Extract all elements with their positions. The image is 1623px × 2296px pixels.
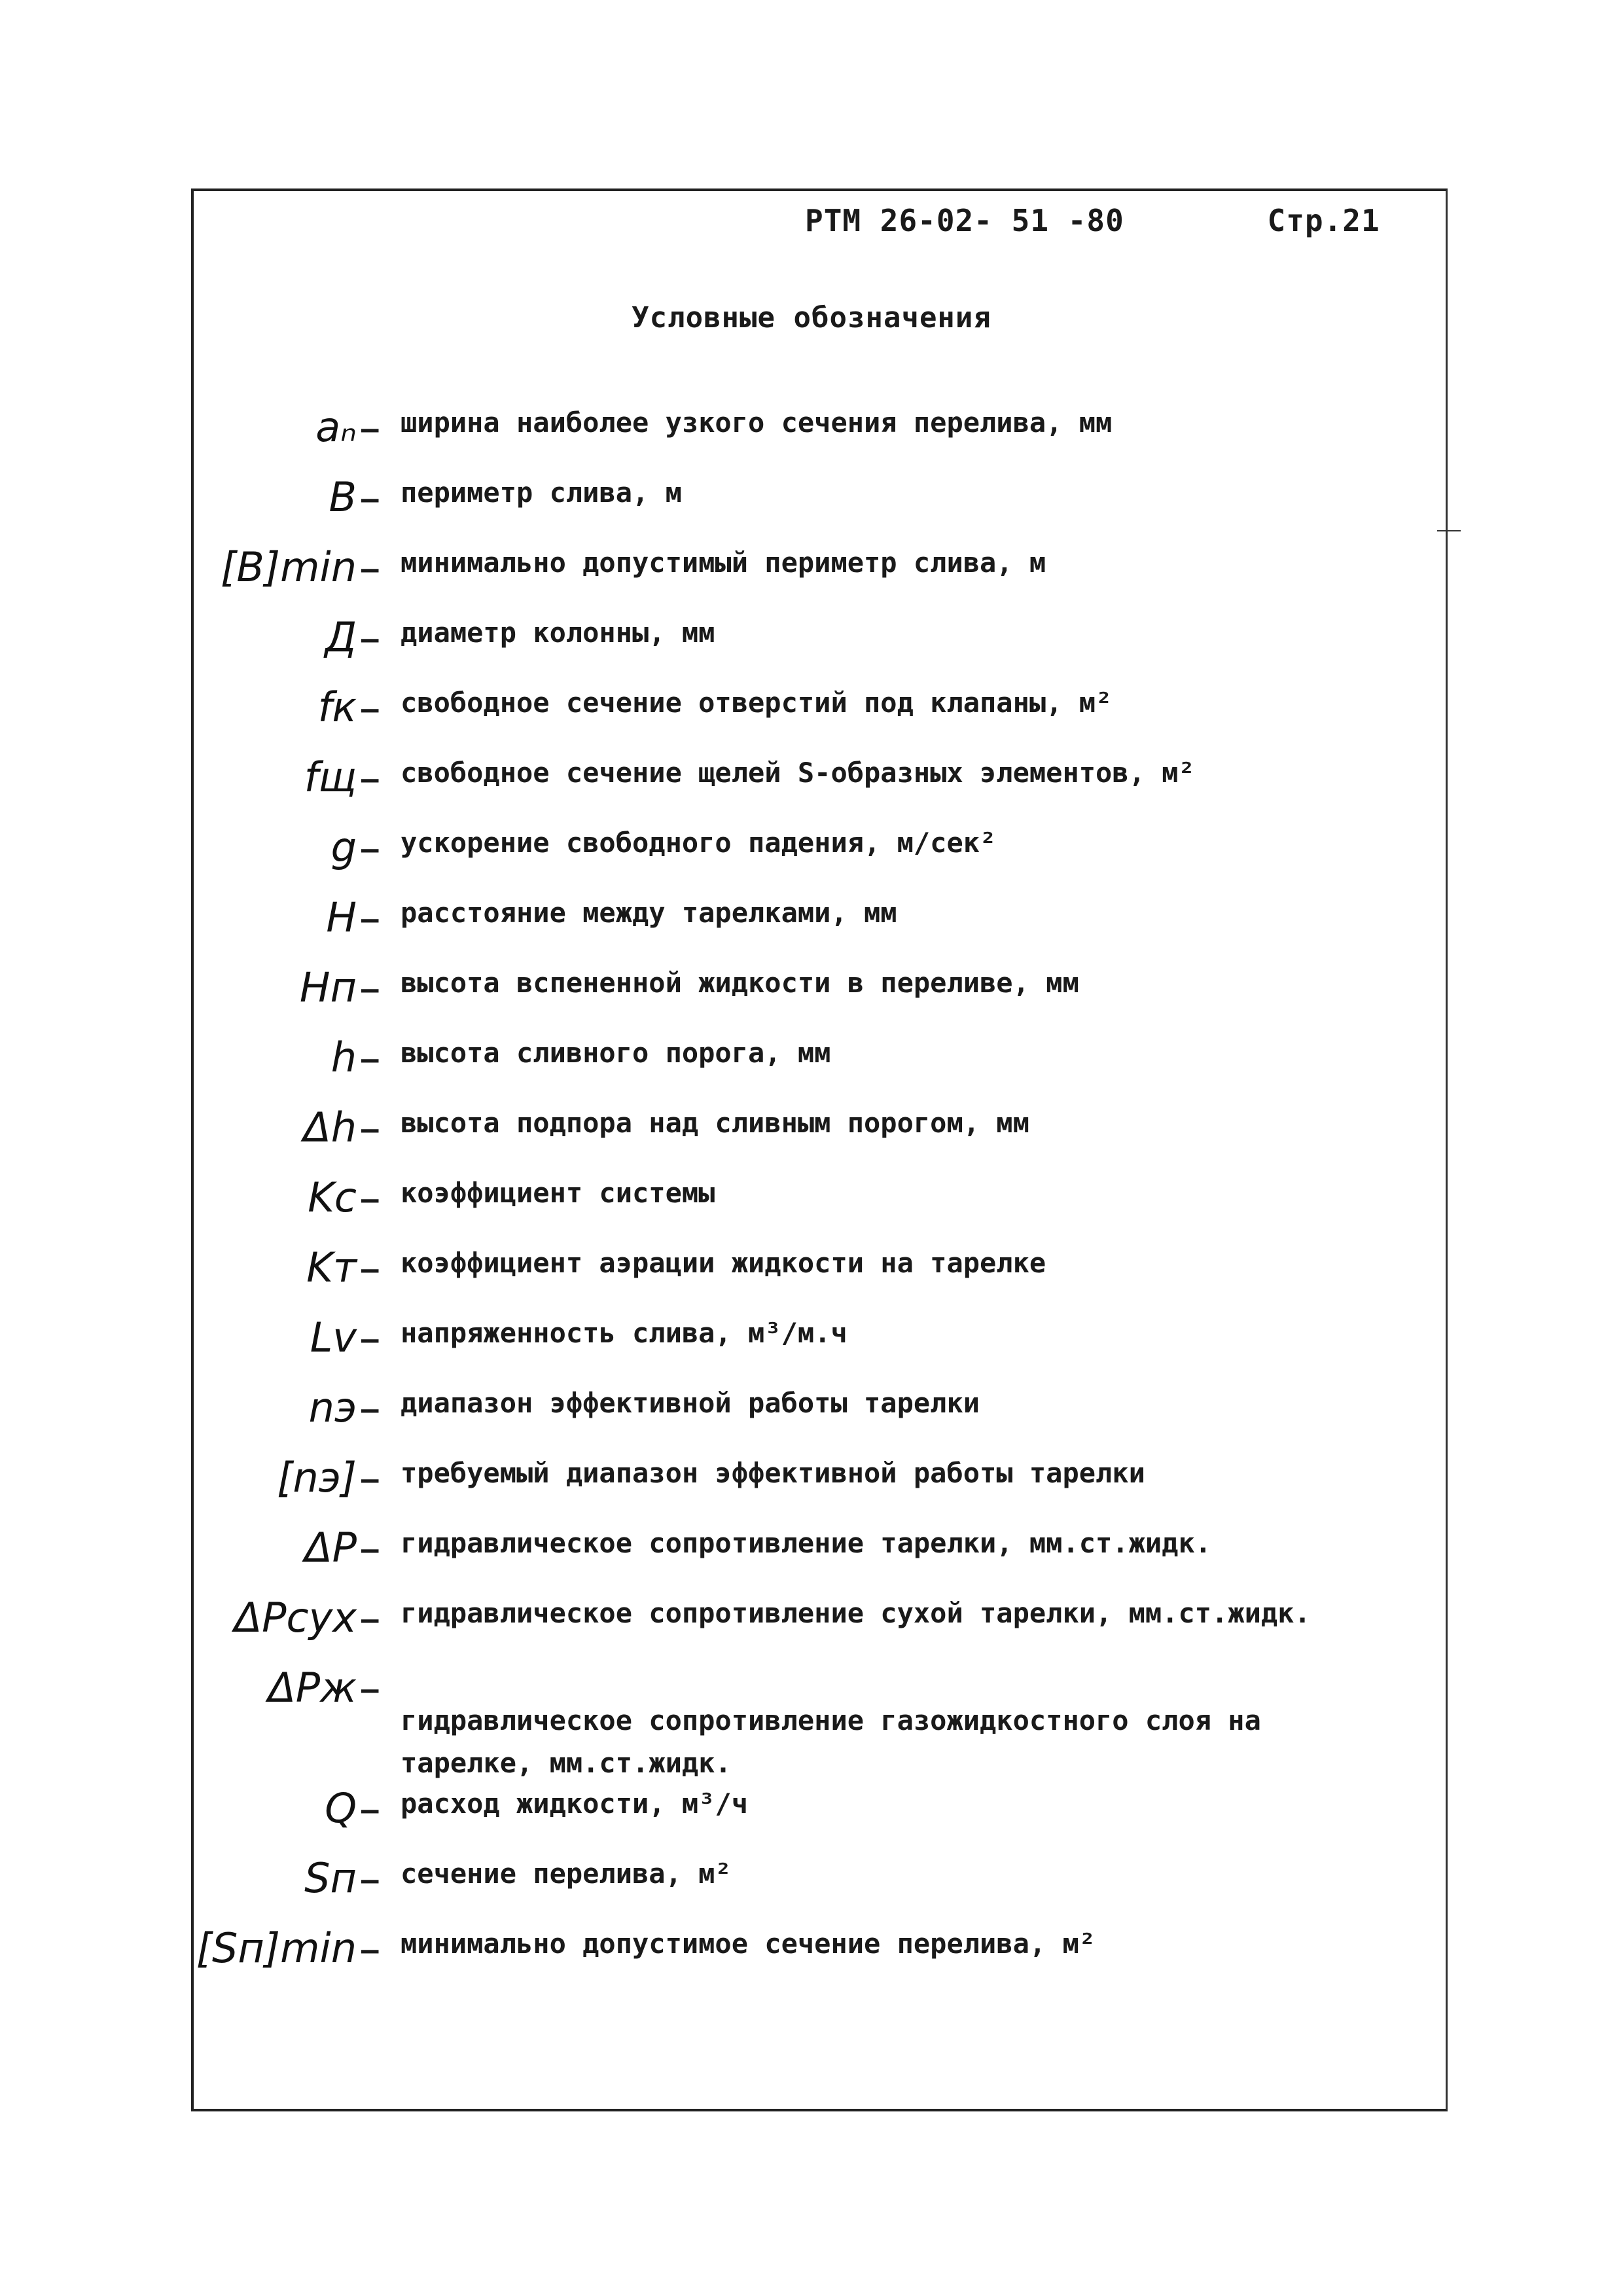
legend-entry (0, 1653, 1623, 1780)
entry-symbol: fк (317, 683, 357, 731)
legend-entry (0, 1583, 1623, 1649)
entry-description: периметр слива, м (401, 476, 682, 509)
entry-description: коэффициент аэрации жидкости на тарелке (401, 1246, 1046, 1279)
entry-symbol: Kт (306, 1244, 357, 1291)
entry-dash: – (361, 1933, 379, 1967)
entry-symbol: aₙ (315, 403, 357, 451)
entry-description: расстояние между тарелками, мм (401, 896, 897, 929)
entry-description: гидравлическое сопротивление газожидкостного слоя на тарелке, мм.ст.жидк. (401, 1704, 1261, 1780)
entry-description: диапазон эффективной работы тарелки (401, 1386, 980, 1419)
entry-symbol: ΔPсух (234, 1594, 357, 1641)
entry-symbol: ΔP (304, 1524, 357, 1571)
entry-dash: – (361, 552, 379, 586)
legend-entry (0, 1023, 1623, 1088)
legend-entry (0, 1844, 1623, 1909)
entry-description: высота вспененной жидкости в переливе, мм (401, 966, 1079, 999)
entry-description: ширина наиболее узкого сечения перелива, мм (401, 406, 1113, 439)
legend-entry (0, 953, 1623, 1018)
entry-symbol: [nэ] (277, 1454, 357, 1501)
entry-symbol: fщ (304, 753, 357, 801)
legend-entry (0, 1513, 1623, 1579)
entry-description: минимально допустимый периметр слива, м (401, 546, 1046, 579)
entry-dash: – (361, 1183, 379, 1216)
legend-entry (0, 1774, 1623, 1839)
entry-symbol: nэ (308, 1384, 357, 1431)
entry-description: минимально допустимое сечение перелива, м² (401, 1927, 1096, 1960)
legend-entry (0, 1233, 1623, 1299)
entry-dash: – (361, 1863, 379, 1897)
entry-symbol: [B]min (221, 543, 357, 591)
entry-description: сечение перелива, м² (401, 1857, 732, 1890)
entry-dash: – (361, 622, 379, 656)
legend-entry (0, 673, 1623, 738)
legend-entry (0, 603, 1623, 668)
entry-description: ускорение свободного падения, м/сек² (401, 826, 997, 859)
entry-symbol: Д (325, 613, 357, 661)
legend-entry (0, 1303, 1623, 1369)
entry-description: свободное сечение отверстий под клапаны, м² (401, 686, 1113, 719)
legend-entry (0, 743, 1623, 808)
legend-entry (0, 1914, 1623, 1979)
entry-dash: – (361, 1113, 379, 1146)
legend-entry (0, 1163, 1623, 1229)
entry-symbol: h (330, 1033, 357, 1081)
entry-symbol: B (329, 473, 357, 521)
document-code: РТМ 26-02- 51 -80 (805, 203, 1124, 238)
entry-dash: – (361, 1253, 379, 1286)
entry-dash: – (361, 412, 379, 446)
binding-mark (1437, 530, 1461, 531)
entry-description: диаметр колонны, мм (401, 616, 715, 649)
entry-symbol: [Sп]min (196, 1924, 357, 1972)
entry-dash: – (361, 482, 379, 516)
entry-symbol: g (330, 823, 357, 871)
legend-entry (0, 883, 1623, 948)
entry-symbol: Lv (310, 1314, 357, 1361)
entry-dash: – (361, 692, 379, 726)
entry-symbol: ΔPж (268, 1664, 357, 1712)
entry-symbol: Δh (303, 1103, 357, 1151)
legend-entry (0, 813, 1623, 878)
entry-dash: – (361, 1603, 379, 1636)
entry-description: расход жидкости, м³/ч (401, 1787, 749, 1820)
entry-symbol: Q (325, 1784, 357, 1832)
legend-entry (0, 1443, 1623, 1509)
entry-symbol: Kc (308, 1174, 357, 1221)
entry-description: коэффициент системы (401, 1176, 715, 1209)
entry-description: высота подпора над сливным порогом, мм (401, 1106, 1029, 1139)
legend-entry (0, 393, 1623, 458)
entry-dash: – (361, 762, 379, 796)
legend-entry (0, 463, 1623, 528)
entry-dash: – (361, 1463, 379, 1496)
entry-dash: – (361, 1393, 379, 1426)
entry-dash: – (361, 1323, 379, 1356)
page-number: Стр.21 (1267, 203, 1380, 238)
entry-dash: – (361, 1673, 379, 1706)
entry-description: свободное сечение щелей S-образных элементов, м² (401, 756, 1195, 789)
legend-entry (0, 533, 1623, 598)
entry-description: гидравлическое сопротивление сухой тарелки, мм.ст.жидк. (401, 1596, 1311, 1629)
entry-dash: – (361, 973, 379, 1006)
page-title: Условные обозначения (632, 301, 991, 334)
legend-entry (0, 1373, 1623, 1439)
entry-symbol: H (326, 893, 357, 941)
entry-symbol: Hп (299, 963, 357, 1011)
entry-description: гидравлическое сопротивление тарелки, мм.ст.жидк. (401, 1526, 1212, 1559)
entry-description: высота сливного порога, мм (401, 1036, 831, 1069)
entry-dash: – (361, 1793, 379, 1827)
page-header (805, 203, 1380, 238)
entry-description: требуемый диапазон эффективной работы тарелки (401, 1456, 1145, 1489)
entry-dash: – (361, 903, 379, 936)
entry-dash: – (361, 833, 379, 866)
entry-description: напряженность слива, м³/м.ч (401, 1316, 847, 1349)
legend-entry (0, 1093, 1623, 1158)
entry-dash: – (361, 1533, 379, 1566)
entry-symbol: Sп (304, 1854, 357, 1902)
entry-dash: – (361, 1043, 379, 1076)
